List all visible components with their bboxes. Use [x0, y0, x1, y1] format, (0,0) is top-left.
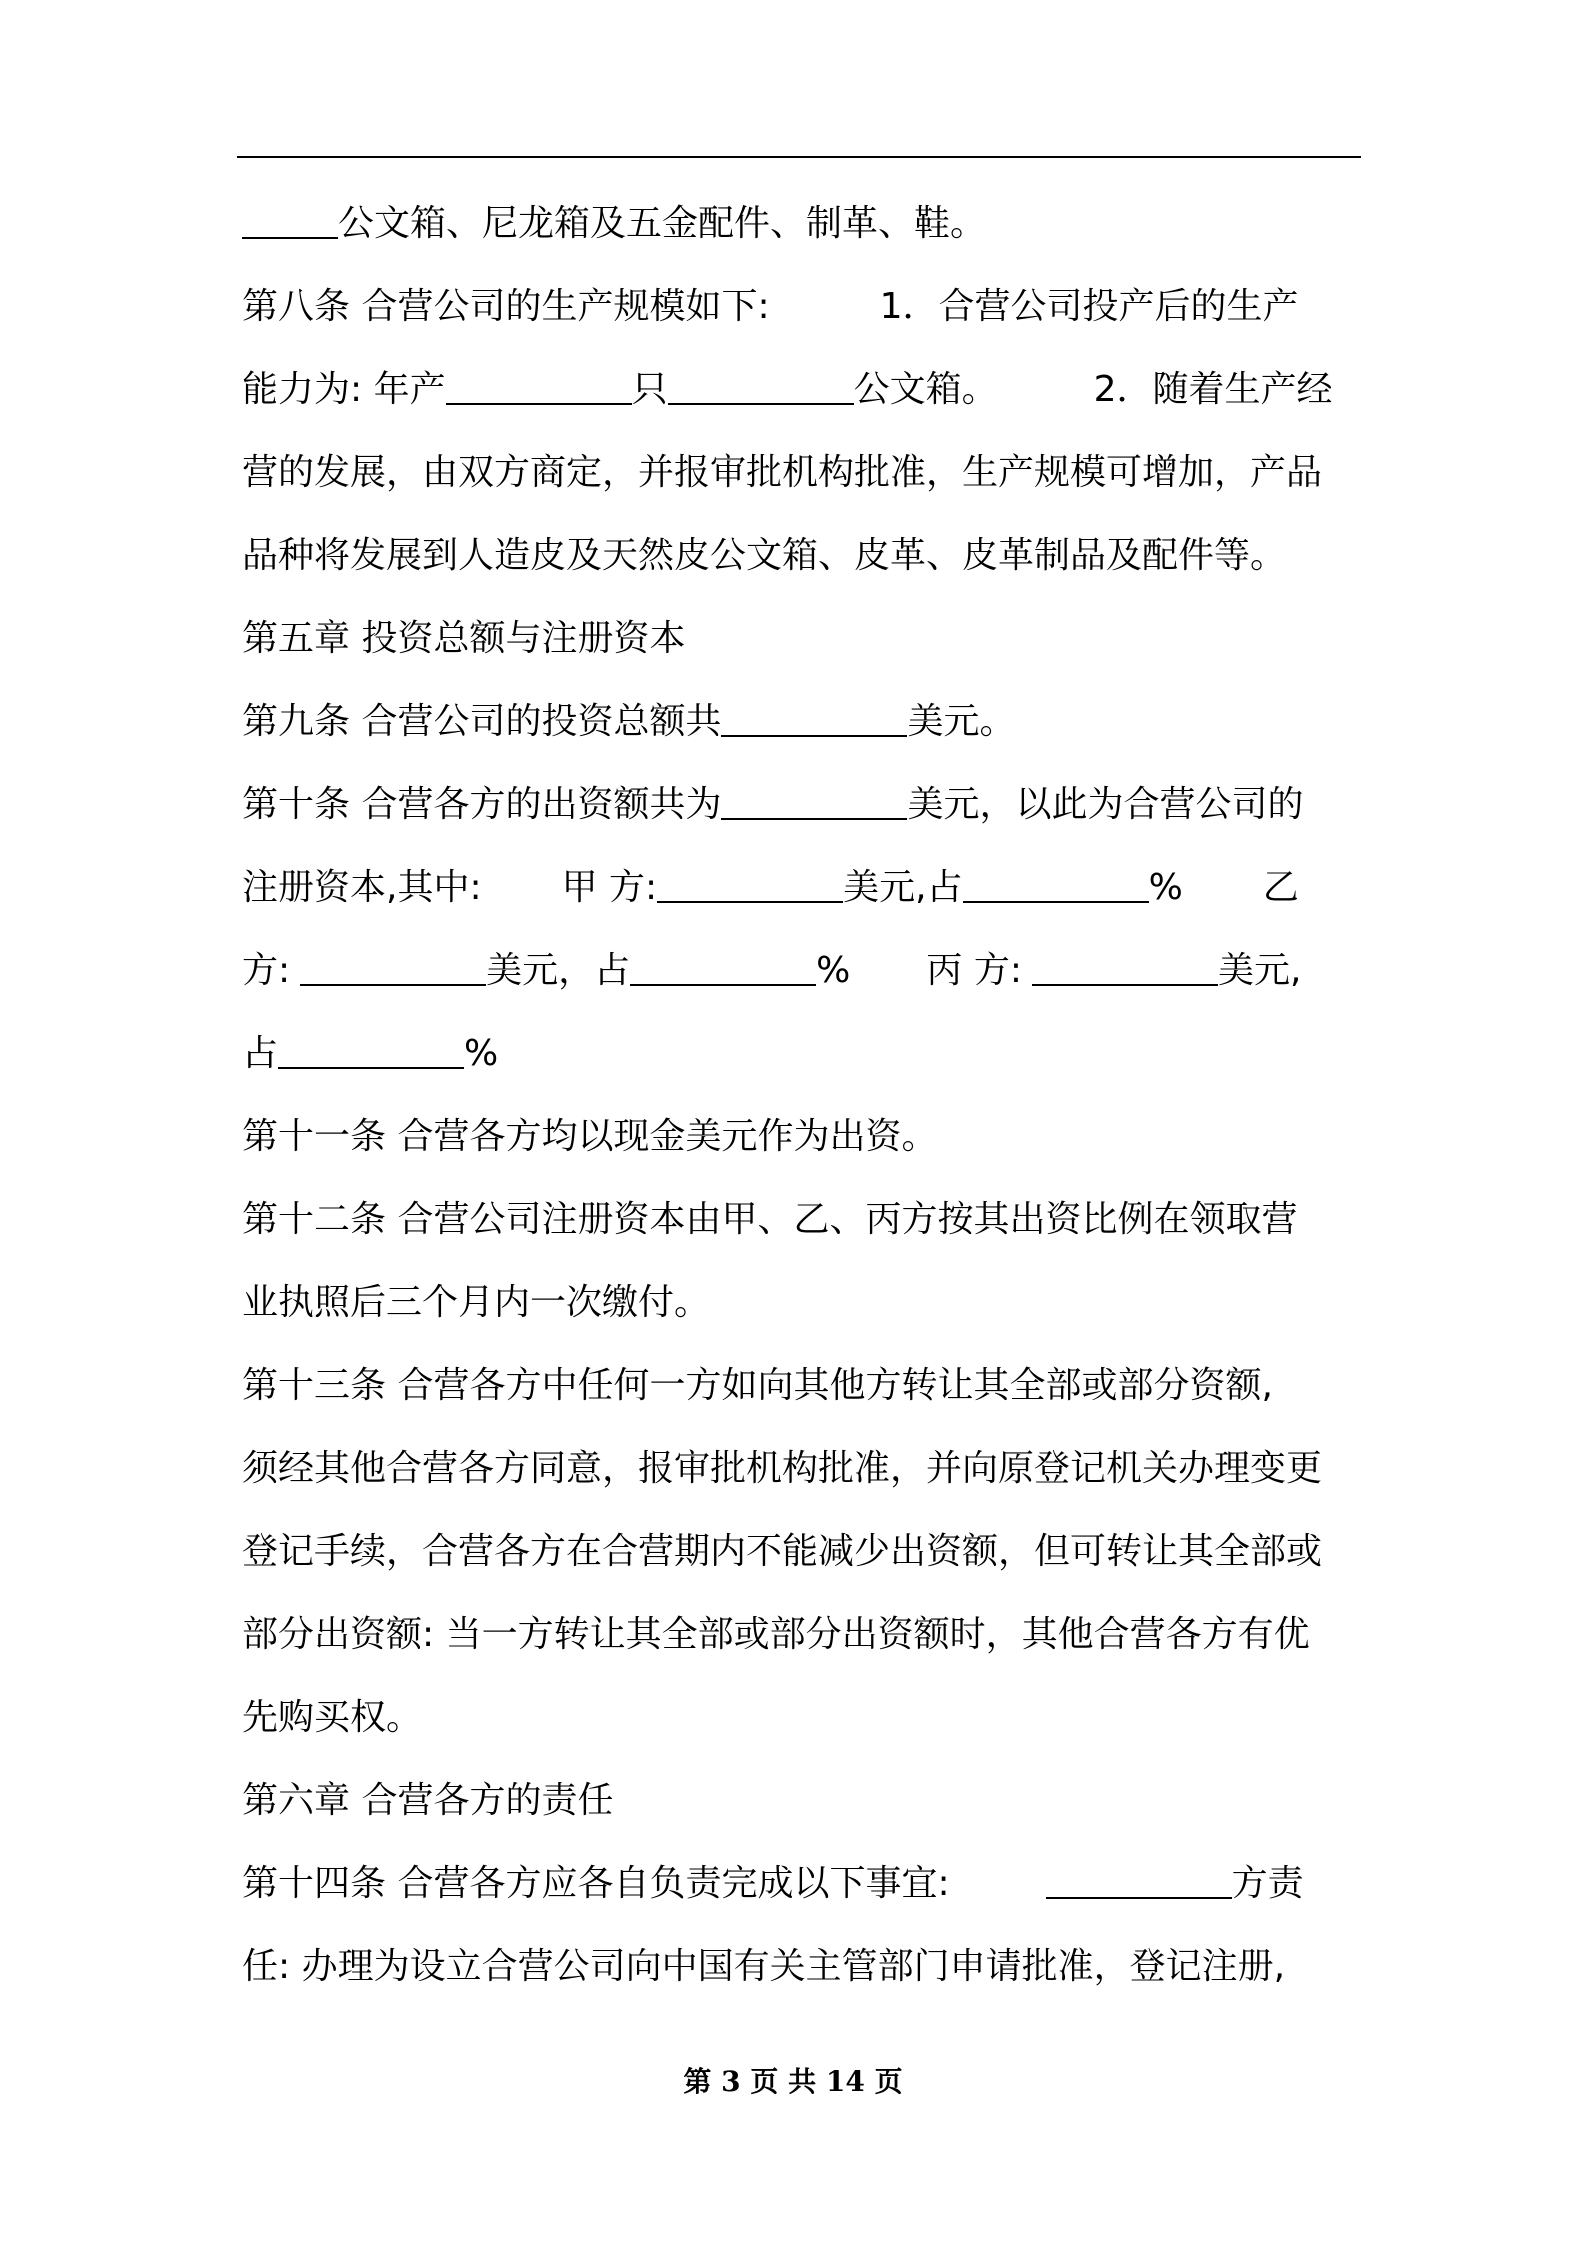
line-text: 美元，以此为合营公司的: [907, 784, 1304, 825]
fill-blank: [721, 699, 907, 737]
fill-blank: [242, 201, 338, 239]
line-text: 营的发展，由双方商定，并报审批机构批准，生产规模可增加，产品: [242, 452, 1323, 493]
line-text: 能力为: 年产: [242, 369, 446, 410]
line-text: 部分出资额: 当一方转让其全部或部分出资额时，其他合营各方有优: [242, 1614, 1310, 1655]
line-text: 先购买权。: [242, 1697, 423, 1738]
line-text: 第十二条 合营公司注册资本由甲、乙、丙方按其出资比例在领取营: [242, 1199, 1298, 1240]
fill-blank: [963, 865, 1149, 903]
fill-blank: [300, 948, 486, 986]
header-rule: [237, 156, 1361, 158]
text-line: [242, 1605, 1310, 1665]
line-text: 甲 方:: [561, 867, 658, 908]
text-line: [242, 1688, 422, 1748]
line-text: 第十条 合营各方的出资额共为: [242, 784, 722, 825]
line-text: 公文箱。: [853, 369, 998, 410]
line-text: 只: [631, 369, 668, 410]
line-text: %: [1148, 867, 1183, 908]
line-text: 美元,占: [843, 867, 963, 908]
article-8-heading: [242, 277, 1298, 337]
total-page-count: 14: [825, 2065, 865, 2098]
text-line: [242, 858, 1299, 918]
text-line: [242, 1439, 1322, 1499]
article-12: [242, 1190, 1297, 1250]
text-line: [242, 360, 1333, 420]
text-line: [242, 1273, 710, 1333]
line-text: 2．随着生产经: [1093, 369, 1333, 410]
fill-blank: [668, 367, 854, 405]
fill-blank: [657, 865, 843, 903]
line-text: 须经其他合营各方同意，报审批机构批准，并向原登记机关办理变更: [242, 1448, 1323, 1489]
fill-blank: [721, 782, 907, 820]
line-text: %: [816, 950, 851, 991]
chapter-5-heading: [242, 609, 685, 669]
text-line: [242, 1024, 498, 1084]
fill-blank: [1032, 948, 1218, 986]
text-line: [242, 526, 1286, 586]
footer-text: 第: [683, 2065, 712, 2098]
article-13: [242, 1356, 1273, 1416]
fill-blank: [446, 367, 632, 405]
line-text: 业执照后三个月内一次缴付。: [242, 1282, 711, 1323]
text-line: [242, 443, 1322, 503]
line-text: 公文箱、尼龙箱及五金配件、制革、鞋。: [338, 203, 987, 244]
line-text: 方:: [242, 950, 291, 991]
line-text: 乙: [1262, 867, 1299, 908]
article-11: [242, 1107, 937, 1167]
page-footer: [0, 2060, 1586, 2100]
fill-blank: [630, 948, 816, 986]
line-text: 任: 办理为设立合营公司向中国有关主管部门申请批准，登记注册,: [242, 1946, 1286, 1987]
line-text: 第九条 合营公司的投资总额共: [242, 701, 722, 742]
footer-text: 页 共: [750, 2065, 817, 2098]
article-14: [242, 1854, 1304, 1914]
current-page-number: 3: [721, 2065, 741, 2098]
fill-blank: [1046, 1861, 1232, 1899]
line-text: 第十一条 合营各方均以现金美元作为出资。: [242, 1116, 938, 1157]
text-line: [242, 1937, 1285, 1997]
article-9: [242, 692, 1015, 752]
line-text: 注册资本,其中:: [242, 867, 482, 908]
text-line: [242, 941, 1301, 1001]
line-text: %: [464, 1033, 499, 1074]
line-text: 占: [242, 1033, 279, 1074]
line-text: 方责: [1231, 1863, 1304, 1904]
line-text: 第十三条 合营各方中任何一方如向其他方转让其全部或部分资额,: [242, 1365, 1273, 1406]
article-10: [242, 775, 1303, 835]
line-text: 1．合营公司投产后的生产: [879, 286, 1299, 327]
line-text: 品种将发展到人造皮及天然皮公文箱、皮革、皮革制品及配件等。: [242, 535, 1287, 576]
footer-text: 页: [874, 2065, 903, 2098]
line-text: 美元,: [1217, 950, 1302, 991]
chapter-6-heading: [242, 1771, 613, 1831]
line-text: 第六章 合营各方的责任: [242, 1780, 614, 1821]
line-text: 登记手续，合营各方在合营期内不能减少出资额，但可转让其全部或: [242, 1531, 1323, 1572]
line-text: 第八条 合营公司的生产规模如下:: [242, 286, 770, 327]
text-line: [242, 1522, 1322, 1582]
line-text: 丙 方:: [926, 950, 1022, 991]
line-text: 第十四条 合营各方应各自负责完成以下事宜:: [242, 1863, 950, 1904]
line-text: 第五章 投资总额与注册资本: [242, 618, 686, 659]
fill-blank: [278, 1031, 464, 1069]
line-text: 美元。: [907, 701, 1016, 742]
line-text: 美元，占: [486, 950, 631, 991]
text-line: [242, 194, 986, 254]
